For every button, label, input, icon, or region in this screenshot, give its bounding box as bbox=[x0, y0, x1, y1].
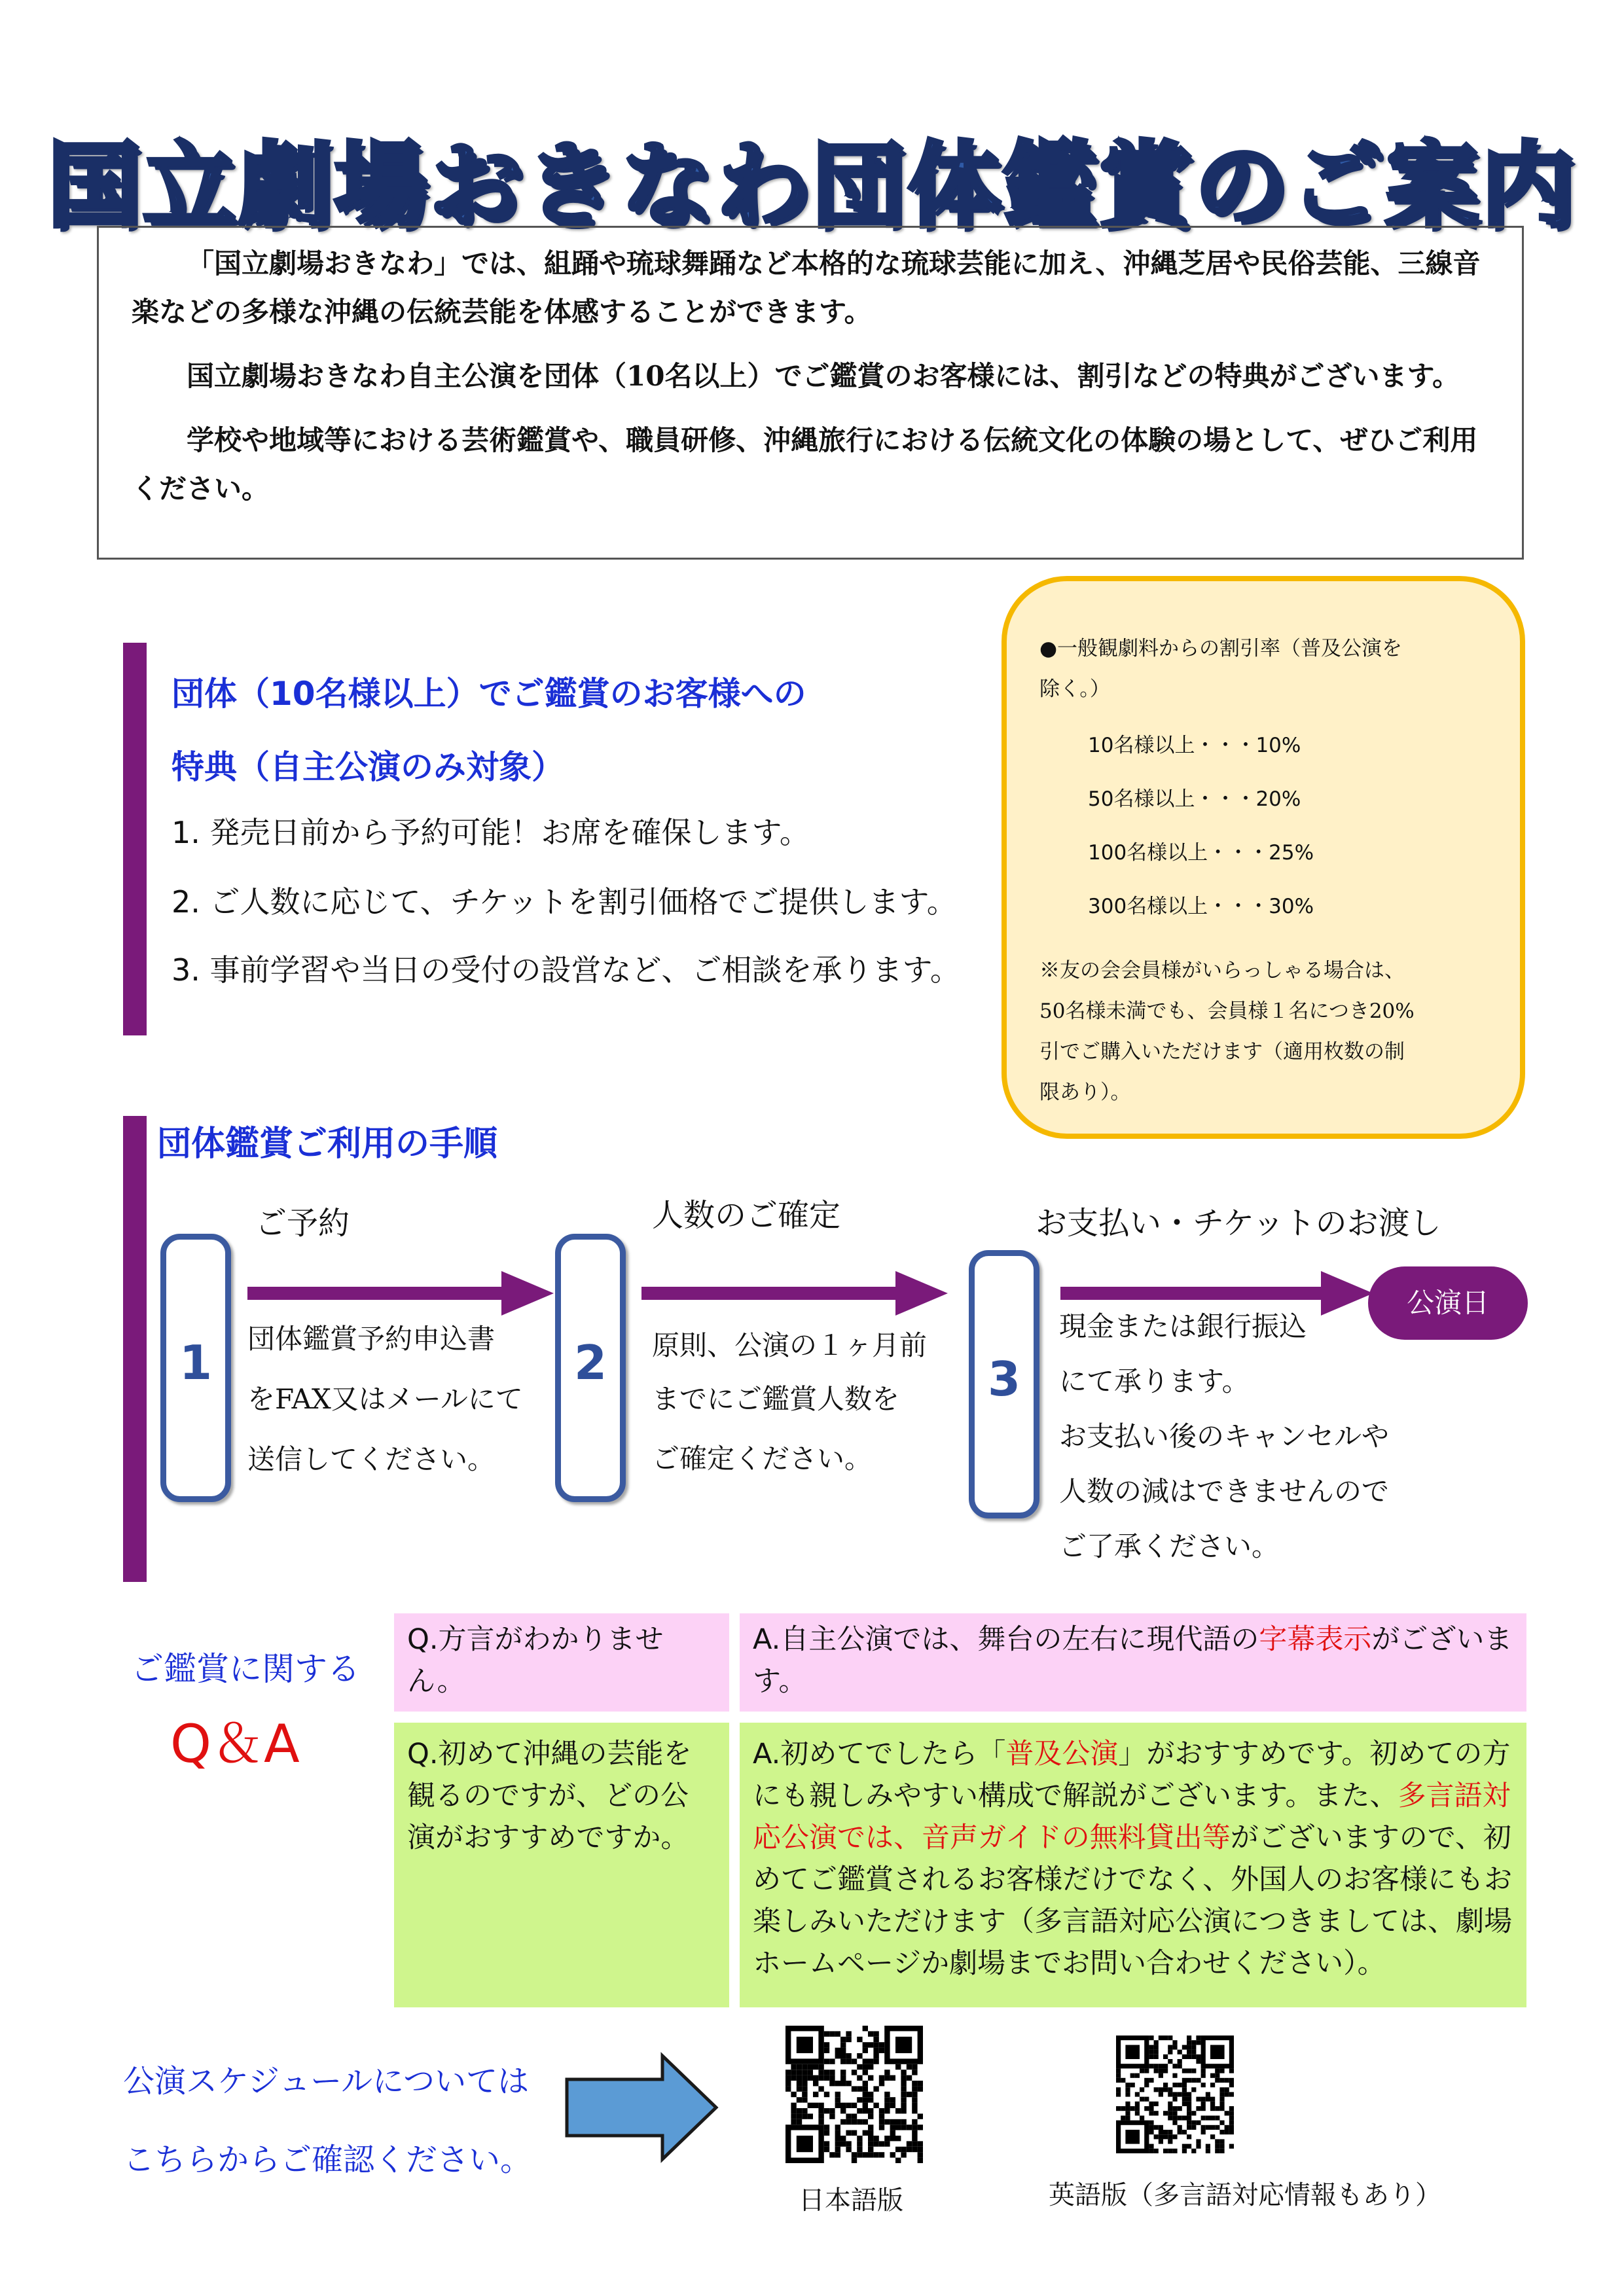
arrow-right-icon bbox=[564, 2052, 721, 2163]
qa-title-mark: Q＆A bbox=[170, 1713, 300, 1774]
step-2-line1: 原則、公演の１ヶ月前 bbox=[652, 1329, 928, 1361]
benefit-item-2: 2. ご人数に応じて、チケットを割引価格でご提供します。 bbox=[171, 884, 957, 920]
benefits-title-line2: 特典（自主公演のみ対象） bbox=[171, 748, 564, 786]
discount-heading-line1: ●一般観劇料からの割引率（普及公演を bbox=[1039, 637, 1403, 660]
arrow-right-icon bbox=[895, 1271, 948, 1316]
intro-paragraph-2: 国立劇場おきなわ自主公演を団体（10名以上）でご鑑賞のお客様には、割引などの特典がございます。 bbox=[187, 360, 1460, 392]
step-1-line3: 送信してください。 bbox=[247, 1443, 496, 1475]
discount-note-line1: ※友の会会員様がいらっしゃる場合は、 bbox=[1039, 959, 1405, 982]
discount-box bbox=[1001, 576, 1525, 1139]
step-1-arrow-shaft bbox=[247, 1287, 503, 1300]
step-3-arrow-shaft bbox=[1060, 1287, 1322, 1300]
qa-answer-2-text-1: A.初めてでしたら「 bbox=[753, 1738, 1006, 1770]
qa-answer-2-highlight-1: 普及公演 bbox=[1005, 1738, 1119, 1770]
step-3-label: お支払い・チケットのお渡し bbox=[1036, 1205, 1441, 1242]
qr-code-icon[interactable] bbox=[785, 2026, 923, 2163]
schedule-line2: こちらからご確認ください。 bbox=[123, 2142, 532, 2178]
qa-title: ご鑑賞に関する bbox=[131, 1650, 360, 1688]
step-3-text bbox=[1059, 1299, 1389, 1574]
qa-question-1: Q.方言がわかりません。 bbox=[394, 1613, 729, 1712]
step-2-line2: までにご鑑賞人数を bbox=[652, 1383, 900, 1415]
step-1-text bbox=[247, 1309, 523, 1490]
qa-answer-1-text: A.自主公演では、舞台の左右に現代語の bbox=[753, 1623, 1259, 1656]
step-1-line1: 団体鑑賞予約申込書 bbox=[247, 1323, 496, 1355]
step-3-line2: にて承ります。 bbox=[1059, 1365, 1250, 1397]
intro-box bbox=[97, 226, 1524, 560]
schedule-line1: 公演スケジュールについては bbox=[123, 2063, 530, 2100]
step-2-label: 人数のご確定 bbox=[652, 1197, 841, 1234]
step-3-line4: 人数の減はできませんので bbox=[1059, 1475, 1390, 1507]
qa-answer-2 bbox=[740, 1723, 1526, 2007]
step-2-arrow-shaft bbox=[641, 1287, 897, 1300]
step-1-line2: をFAX又はメールにて bbox=[247, 1383, 523, 1415]
discount-heading-line2: 除く。） bbox=[1039, 677, 1110, 701]
discount-note-line3: 引でご購入いただけます（適用枚数の制 bbox=[1039, 1040, 1405, 1064]
step-2-line3: ご確定ください。 bbox=[652, 1443, 873, 1475]
qa-answer-2-text-2: 」がおすすめです。初めての方にも親しみやすい構成で解説がございます。また、 bbox=[753, 1738, 1511, 1812]
discount-rate-50: 50名様以上・・・20% bbox=[1088, 787, 1301, 811]
discount-note-line4: 限あり）。 bbox=[1039, 1081, 1131, 1104]
benefits-bar bbox=[123, 643, 147, 1035]
step-2-number: 2 bbox=[573, 1335, 607, 1390]
step-2-text bbox=[652, 1319, 927, 1492]
qa-answer-1-highlight: 字幕表示 bbox=[1259, 1623, 1372, 1656]
qr-japanese-caption: 日本語版 bbox=[799, 2185, 903, 2215]
qa-answer-1-text-end: がございます。 bbox=[753, 1623, 1513, 1698]
qr-english-caption: 英語版（多言語対応情報もあり） bbox=[1049, 2180, 1441, 2210]
qa-question-2: Q.初めて沖縄の芸能を観るのですが、どの公演がおすすめですか。 bbox=[394, 1723, 729, 2007]
discount-rate-10: 10名様以上・・・10% bbox=[1088, 734, 1301, 757]
qa-answer-2-highlight-2: 多言語対応公演では、音声ガイドの無料貸出等 bbox=[753, 1780, 1511, 1854]
step-1-number: 1 bbox=[179, 1335, 213, 1390]
step-1-label: ご予約 bbox=[255, 1205, 350, 1242]
schedule-text bbox=[123, 2042, 532, 2199]
qa-answer-1 bbox=[740, 1613, 1526, 1712]
step-3-line5: ご了承ください。 bbox=[1059, 1530, 1280, 1562]
qa-answer-2-text-3: がございますので、初めてご鑑賞されるお客様だけでなく、外国人のお客様にもお楽しみいただけます（多言語対応公演につきましては、劇場ホームページか劇場までお問い合わせください）。 bbox=[753, 1821, 1513, 1980]
discount-note-line2: 50名様未満でも、会員様１名につき20% bbox=[1039, 999, 1415, 1023]
benefit-item-3: 3. 事前学習や当日の受付の設営など、ご相談を承ります。 bbox=[171, 952, 960, 988]
steps-bar bbox=[123, 1116, 147, 1582]
steps-title: 団体鑑賞ご利用の手順 bbox=[157, 1124, 498, 1164]
performance-day-badge: 公演日 bbox=[1368, 1266, 1528, 1340]
benefits-title-line1: 団体（10名様以上）でご鑑賞のお客様への bbox=[171, 675, 806, 713]
page-title: 国立劇場おきなわ団体鑑賞のご案内 bbox=[47, 132, 1577, 240]
intro-paragraph-3: 学校や地域等における芸術鑑賞や、職員研修、沖縄旅行における伝統文化の体験の場として、ぜひご利用ください。 bbox=[132, 424, 1478, 505]
benefit-item-1: 1. 発売日前から予約可能！お席を確保します。 bbox=[171, 815, 810, 850]
intro-paragraph-1: 「国立劇場おきなわ」では、組踊や琉球舞踊など本格的な琉球芸能に加え、沖縄芝居や民俗芸能、三線音楽などの多様な沖縄の伝統芸能を体感することができます。 bbox=[132, 247, 1481, 328]
step-3-line1: 現金または銀行振込 bbox=[1059, 1310, 1307, 1342]
discount-rate-100: 100名様以上・・・25% bbox=[1088, 841, 1314, 865]
qr-code-icon[interactable] bbox=[1116, 2036, 1234, 2153]
discount-rate-300: 300名様以上・・・30% bbox=[1088, 895, 1314, 918]
step-3-number: 3 bbox=[987, 1352, 1021, 1407]
step-3-line3: お支払い後のキャンセルや bbox=[1059, 1420, 1390, 1452]
